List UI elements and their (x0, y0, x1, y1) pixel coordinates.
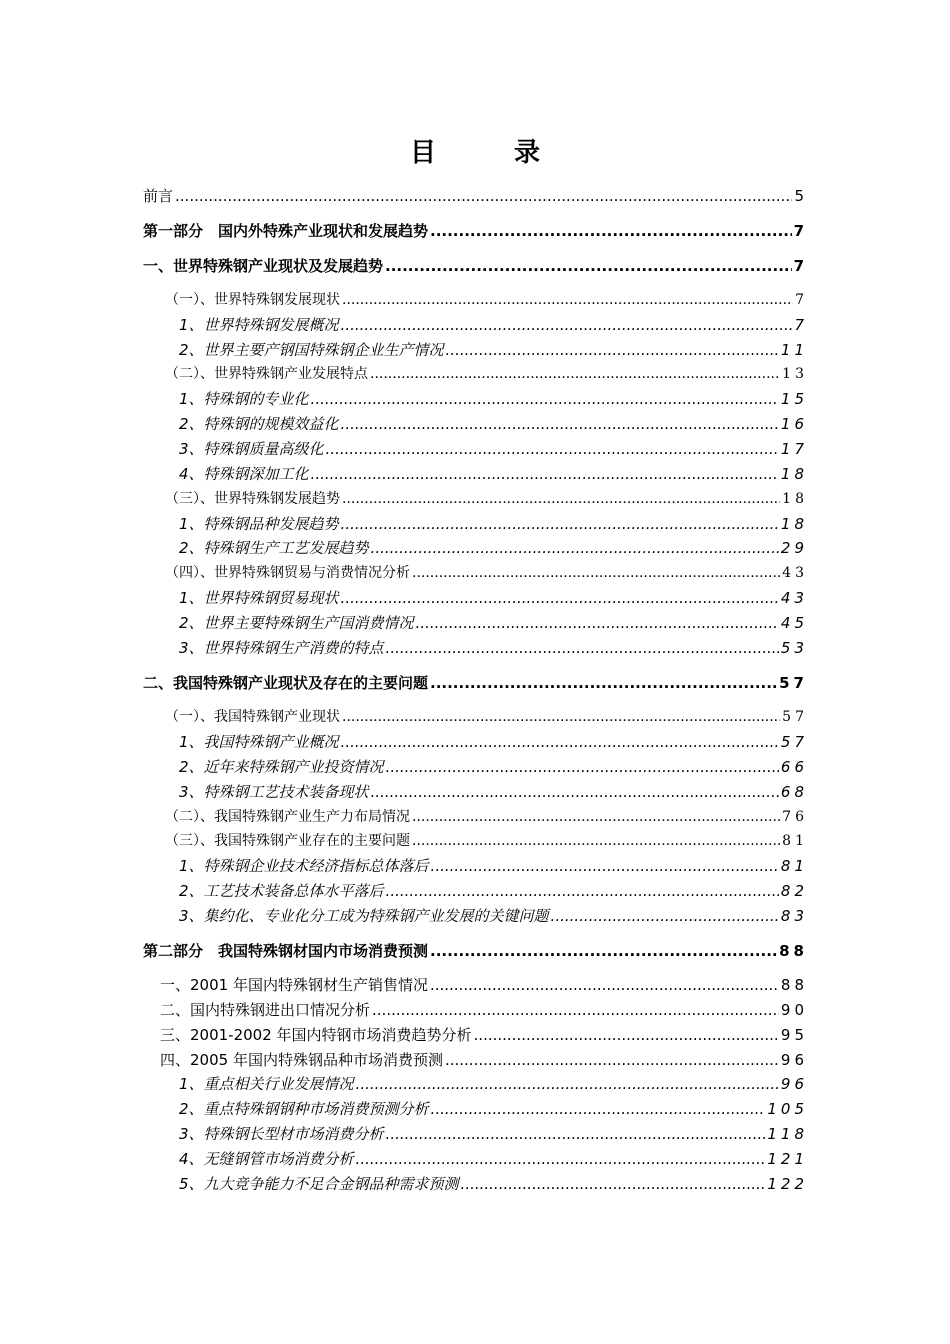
toc-entry-label: 第二部分 我国特殊钢材国内市场消费预测 (143, 942, 429, 960)
dot-leader (326, 438, 779, 460)
toc-entry-page: 43 (780, 589, 808, 607)
toc-entry-page: 90 (780, 1001, 808, 1019)
toc-entry-label: 1、我国特殊钢产业概况 (179, 733, 339, 751)
toc-entry-page: 7 (793, 257, 808, 275)
toc-entry-label: 3、特殊钢长型材市场消费分析 (179, 1125, 384, 1143)
toc-entry[interactable] (143, 220, 808, 242)
dot-leader (431, 1098, 766, 1120)
toc-entry[interactable] (165, 363, 808, 385)
toc-entry-page: 53 (780, 639, 808, 657)
dot-leader (356, 1073, 779, 1095)
toc-entry[interactable] (179, 637, 808, 659)
toc-entry-label: 2、重点特殊钢钢种市场消费预测分析 (179, 1100, 429, 1118)
dot-leader (551, 905, 779, 927)
toc-entry-page: 96 (780, 1075, 808, 1093)
toc-entry-label: 4、特殊钢深加工化 (179, 465, 309, 483)
dot-leader (311, 463, 779, 485)
dot-leader (416, 612, 779, 634)
toc-entry[interactable] (179, 612, 808, 634)
toc-entry[interactable] (179, 388, 808, 410)
toc-entry[interactable] (179, 587, 808, 609)
toc-entry[interactable] (179, 1098, 808, 1120)
toc-entry-page: 81 (780, 857, 808, 875)
dot-leader (430, 672, 777, 694)
toc-entry[interactable] (179, 1073, 808, 1095)
toc-entry-page: 83 (780, 907, 808, 925)
toc-entry[interactable] (143, 940, 808, 962)
toc-entry[interactable] (179, 781, 808, 803)
toc-entry-label: 3、特殊钢工艺技术装备现状 (179, 783, 369, 801)
toc-entry[interactable] (179, 905, 808, 927)
toc-entry-page: 17 (780, 440, 808, 458)
toc-entry-label: 2、特殊钢的规模效益化 (179, 415, 339, 433)
dot-leader (372, 999, 779, 1021)
toc-entry-label: （三）、我国特殊钢产业存在的主要问题 (165, 833, 410, 849)
toc-entry-label: （一）、我国特殊钢产业现状 (165, 709, 340, 725)
toc-entry[interactable] (165, 289, 808, 311)
dot-leader (474, 1024, 779, 1046)
toc-entry[interactable] (160, 974, 808, 996)
toc-entry-label: 三、2001-2002 年国内特钢市场消费趋势分析 (160, 1026, 472, 1044)
toc-entry-label: 2、工艺技术装备总体水平落后 (179, 882, 384, 900)
toc-entry-page: 121 (767, 1150, 808, 1168)
toc-entry[interactable] (179, 1173, 808, 1195)
toc-entry[interactable] (143, 185, 808, 207)
toc-entry-page: 57 (782, 709, 808, 725)
dot-leader (371, 781, 779, 803)
toc-entry-label: （四）、世界特殊钢贸易与消费情况分析 (165, 565, 410, 581)
toc-entry-page: 57 (779, 674, 808, 692)
toc-entry-page: 76 (782, 809, 808, 825)
toc-entry[interactable] (165, 806, 808, 828)
dot-leader (430, 220, 792, 242)
toc-entry-page: 15 (780, 390, 808, 408)
toc-entry-page: 118 (767, 1125, 808, 1143)
toc-entry-label: 5、九大竞争能力不足合金钢品种需求预测 (179, 1175, 459, 1193)
toc-entry-label: 二、国内特殊钢进出口情况分析 (160, 1001, 371, 1019)
toc-entry-label: 2、世界主要特殊钢生产国消费情况 (179, 614, 414, 632)
toc-entry-page: 66 (780, 758, 808, 776)
dot-leader (461, 1173, 766, 1195)
toc-entry[interactable] (179, 880, 808, 902)
dot-leader (341, 587, 779, 609)
dot-leader (342, 706, 780, 728)
toc-entry-page: 81 (782, 833, 808, 849)
toc-entry-label: 3、特殊钢质量高级化 (179, 440, 324, 458)
toc-entry[interactable] (160, 1024, 808, 1046)
toc-entry-page: 105 (767, 1100, 808, 1118)
toc-entry[interactable] (165, 488, 808, 510)
toc-entry-label: 2、近年来特殊钢产业投资情况 (179, 758, 384, 776)
dot-leader (385, 255, 792, 277)
toc-entry[interactable] (179, 537, 808, 559)
dot-leader (341, 314, 793, 336)
toc-entry-label: 2、特殊钢生产工艺发展趋势 (179, 539, 369, 557)
dot-leader (386, 756, 779, 778)
toc-entry-label: 2、世界主要产钢国特殊钢企业生产情况 (179, 341, 444, 359)
toc-entry-label: 1、特殊钢品种发展趋势 (179, 515, 339, 533)
dot-leader (386, 637, 779, 659)
toc-entry-page: 68 (780, 783, 808, 801)
toc-entry[interactable] (179, 756, 808, 778)
toc-entry-page: 95 (780, 1026, 808, 1044)
toc-entry-page: 29 (780, 539, 808, 557)
dot-leader (446, 339, 779, 361)
toc-entry-page: 7 (795, 292, 808, 308)
toc-entry-label: 3、世界特殊钢生产消费的特点 (179, 639, 384, 657)
dot-leader (341, 413, 779, 435)
toc-entry[interactable] (179, 314, 808, 336)
toc-entry-label: （三）、世界特殊钢发展趋势 (165, 491, 340, 507)
dot-leader (371, 537, 779, 559)
dot-leader (386, 1123, 766, 1145)
toc-entry-page: 88 (779, 942, 808, 960)
toc-entry[interactable] (179, 855, 808, 877)
toc-entry-page: 7 (794, 316, 808, 334)
toc-entry[interactable] (165, 706, 808, 728)
dot-leader (311, 388, 779, 410)
toc-entry-page: 13 (782, 366, 808, 382)
toc-entry-label: 1、世界特殊钢发展概况 (179, 316, 339, 334)
toc-entry-label: 一、2001 年国内特殊钢材生产销售情况 (160, 976, 428, 994)
toc-entry[interactable] (160, 1049, 808, 1071)
toc-entry-label: 二、我国特殊钢产业现状及存在的主要问题 (143, 674, 429, 692)
dot-leader (356, 1148, 766, 1170)
toc-entry-page: 18 (780, 465, 808, 483)
dot-leader (430, 974, 779, 996)
dot-leader (341, 731, 779, 753)
dot-leader (412, 562, 780, 584)
toc-entry-page: 96 (780, 1051, 808, 1069)
dot-leader (341, 513, 779, 535)
dot-leader (431, 855, 779, 877)
toc-entry-label: 前言 (143, 187, 174, 205)
toc-entry-page: 11 (780, 341, 808, 359)
toc-entry-label: 1、特殊钢的专业化 (179, 390, 309, 408)
toc-entry-page: 16 (780, 415, 808, 433)
toc-entry[interactable] (179, 413, 808, 435)
toc-entry-label: 1、世界特殊钢贸易现状 (179, 589, 339, 607)
toc-entry[interactable] (179, 731, 808, 753)
toc-entry[interactable] (143, 255, 808, 277)
toc-entry-page: 122 (767, 1175, 808, 1193)
toc-entry-label: 四、2005 年国内特殊钢品种市场消费预测 (160, 1051, 443, 1069)
toc-entry[interactable] (160, 999, 808, 1021)
toc-entry-label: 1、重点相关行业发展情况 (179, 1075, 354, 1093)
toc-entry[interactable] (143, 672, 808, 694)
toc-entry-label: 第一部分 国内外特殊产业现状和发展趋势 (143, 222, 429, 240)
toc-entry[interactable] (179, 463, 808, 485)
toc-entry-label: 3、集约化、专业化分工成为特殊钢产业发展的关键问题 (179, 907, 549, 925)
toc-title: 目 录 (409, 138, 566, 168)
toc-entry-label: 4、无缝钢管市场消费分析 (179, 1150, 354, 1168)
toc-entry-page: 18 (780, 515, 808, 533)
toc-entry[interactable] (179, 339, 808, 361)
toc-entry[interactable] (165, 830, 808, 852)
toc-entry-page: 45 (780, 614, 808, 632)
dot-leader (342, 289, 793, 311)
toc-entry-page: 18 (782, 491, 808, 507)
toc-entry-page: 43 (782, 565, 808, 581)
toc-entry-label: 1、特殊钢企业技术经济指标总体落后 (179, 857, 429, 875)
toc-entry[interactable] (179, 1123, 808, 1145)
dot-leader (175, 185, 792, 207)
dot-leader (386, 880, 779, 902)
toc-entry-page: 7 (793, 222, 808, 240)
toc-entry-label: 一、世界特殊钢产业现状及发展趋势 (143, 257, 384, 275)
toc-entry-page: 82 (780, 882, 808, 900)
dot-leader (370, 363, 780, 385)
toc-entry[interactable] (165, 562, 808, 584)
dot-leader (412, 830, 780, 852)
toc-entry-label: （二）、世界特殊钢产业发展特点 (165, 366, 368, 382)
dot-leader (445, 1049, 779, 1071)
toc-entry-label: （一）、世界特殊钢发展现状 (165, 292, 340, 308)
toc-entry[interactable] (179, 513, 808, 535)
dot-leader (412, 806, 780, 828)
toc-entry[interactable] (179, 1148, 808, 1170)
toc-entry-label: （二）、我国特殊钢产业生产力布局情况 (165, 809, 410, 825)
toc-entry[interactable] (179, 438, 808, 460)
toc-entry-page: 5 (794, 187, 808, 205)
toc-entry-page: 88 (780, 976, 808, 994)
toc-entry-page: 57 (780, 733, 808, 751)
dot-leader (430, 940, 777, 962)
dot-leader (342, 488, 780, 510)
